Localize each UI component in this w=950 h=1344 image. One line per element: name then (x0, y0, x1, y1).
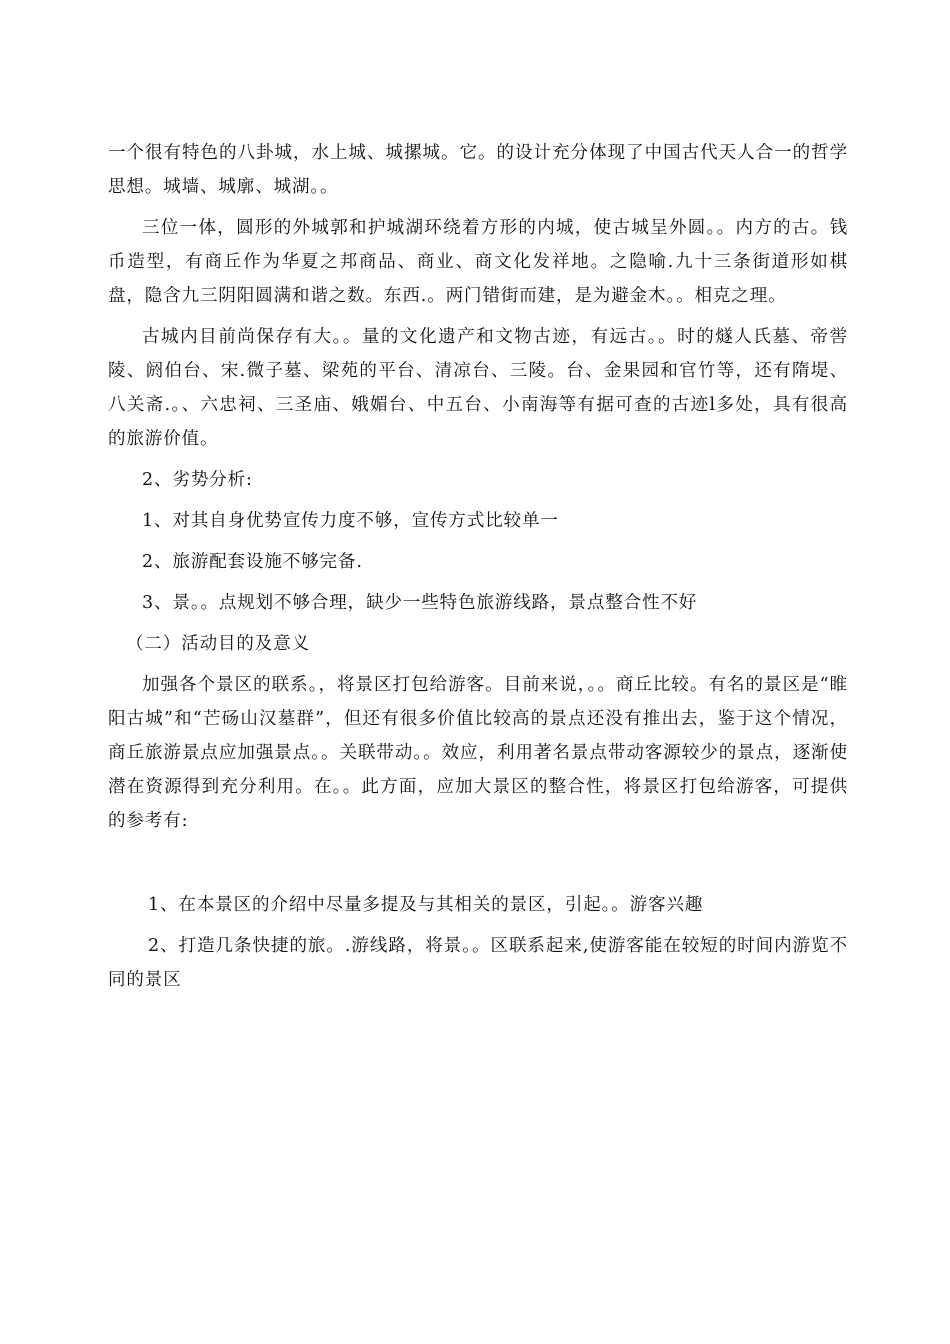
suggestion-item-1: 1、在本景区的介绍中尽量多提及与其相关的景区，引起。。游客兴趣 (148, 895, 704, 915)
paragraph-cultural-relics: 古城内目前尚保存有大。。量的文化遗产和文物古迹，有远古。。时的燧人氏墓、帝喾陵、阏伯台、宋.微子墓、梁苑的平台、清凉台、三陵。台、金果园和官竹等，还有隋堤、八关斋.。、六忠祠、三圣庙、娥媚台、中五台、小南海等有据可查的古迹l多处，具有很高的旅游价值。 (108, 327, 848, 449)
paragraph-bagua-city: 一个很有特色的八卦城，水上城、城摞城。它。的设计充分体现了中国古代天人合一的哲学思想。城墙、城廓、城湖。。 (108, 143, 848, 197)
weakness-item-3: 3、景。。点规划不够合理，缺少一些特色旅游线路，景点整合性不好 (142, 593, 698, 613)
paragraph-city-layout: 三位一体，圆形的外城郭和护城湖环绕着方形的内城，使古城呈外圆。。内方的古。钱币造型，有商丘作为华夏之邦商品、商业、商文化发祥地。之隐喻.九十三条街道形如棋盘，隐含九三阴阳圆满和谐之数。东西.。两门错街而建，是为避金木。。相克之理。 (108, 218, 848, 306)
paragraph-purpose-body: 加强各个景区的联系。，将景区打包给游客。目前来说，。。商丘比较。有名的景区是“睢阳古城”和“芒砀山汉墓群”，但还有很多价值比较高的景点还没有推出去，鉴于这个情况，商丘旅游景点应加强景点。。关联带动。。效应，利用著名景点带动客源较少的景点，逐渐使潜在资源得到充分利用。在。。此方面，应加大景区的整合性，将景区打包给游客，可提供的参考有: (108, 675, 848, 831)
weakness-item-2: 2、旅游配套设施不够完备. (142, 552, 363, 572)
suggestion-item-2: 2、打造几条快捷的旅。.游线路，将景。。区联系起来,使游客能在较短的时间内游览不同的景区 (108, 936, 848, 990)
section-heading-purpose: （二）活动目的及意义 (126, 634, 310, 654)
weakness-heading: 2、劣势分析: (142, 470, 253, 490)
document-body (108, 136, 848, 997)
weakness-item-1: 1、对其自身优势宣传力度不够，宣传方式比较单一 (142, 511, 559, 531)
